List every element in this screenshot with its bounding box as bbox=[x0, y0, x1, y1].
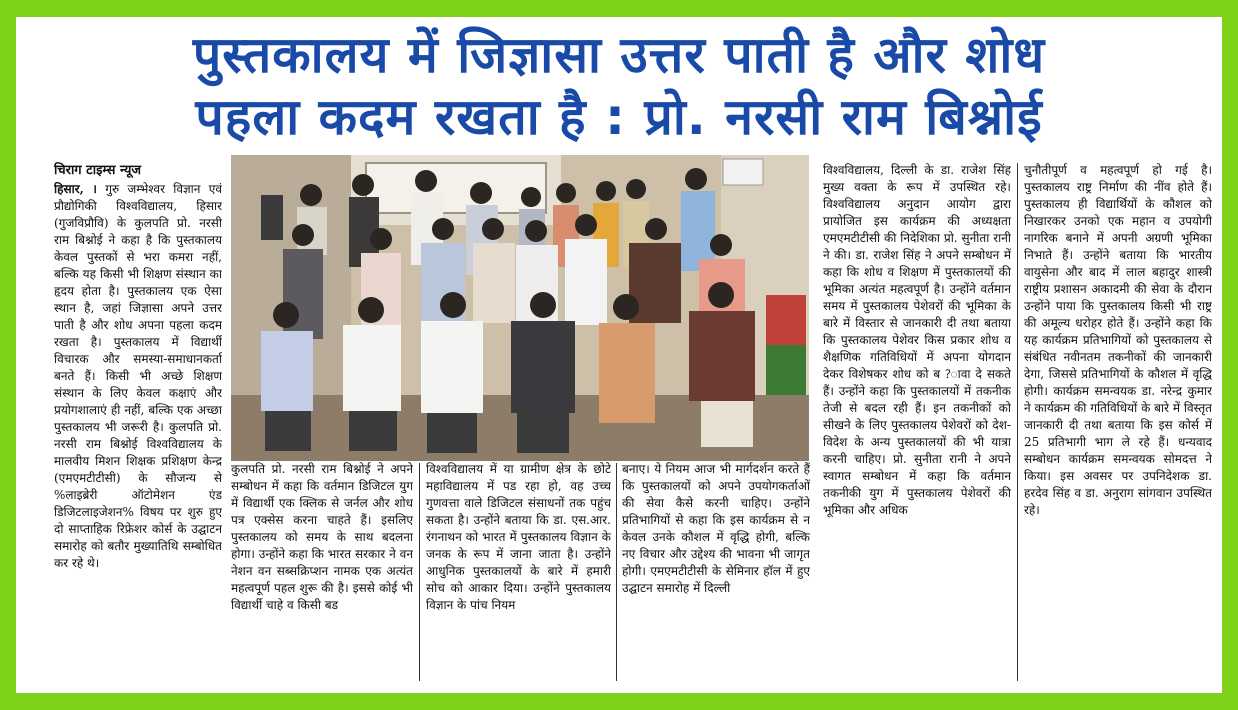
article-column-4 bbox=[622, 461, 810, 683]
newspaper-clipping bbox=[16, 17, 1222, 693]
article-column-5 bbox=[823, 162, 1011, 682]
column-2-text: कुलपति प्रो. नरसी राम बिश्नोई ने अपने सम्बोधन में कहा कि वर्तमान डिजिटल युग में विद्यार्थी एक क्लिक से जर्नल और शोध पत्र एक्सेस करना चाहते हैं। इसलिए पुस्तकालय को समय के साथ बदलना होगा। उन्होंने कहा कि भारत सरकार ने वन नेशन वन सब्सक्रिप्शन नामक एक अत्यंत महत्वपूर्ण पहल शुरू की है। इससे कोई भी विद्यार्थी चाहे व किसी बड bbox=[231, 462, 413, 612]
column-divider bbox=[1017, 163, 1018, 681]
article-column-1 bbox=[54, 162, 222, 682]
column-6-text: चुनौतीपूर्ण व महत्वपूर्ण हो गई है। पुस्तकालय राष्ट्र निर्माण की नींव होते हैं। पुस्तकालय ही विद्यार्थियों के कौशल को निखारकर उनको एक महान व उपयोगी नागरिक बनाने में अपनी अग्रणी भूमिका निभाते हैं। उन्होंने बताया कि भारतीय वायुसेना और बाद में लाल बहादुर शास्त्री राष्ट्रीय प्रशासन अकादमी की सेवा के दौरान उन्होंने पाया कि पुस्तकालय किसी भी राष्ट्र की अमूल्य धरोहर होते हैं। उन्होंने कहा कि यह कार्यक्रम प्रतिभागियों को पुस्तकालय से संबंधित नवीनतम तकनीकों की जानकारी देगा, जिससे प्रतिभागियों के कौशल में वृद्धि होगी। कार्यक्रम समन्वयक डा. नरेन्द्र कुमार ने कार्यक्रम की गतिविधियों के बारे में विस्तृत जानकारी दी तथा बताया कि इस कोर्स में 25 प्रतिभागी भाग ले रहे हैं। धन्यवाद सम्बोधन कार्यक्रम समन्वयक सोमदत्त ने किया। इस अवसर पर उपनिदेशक डा. हरदेव सिंह व डा. अनुराग सांगवान उपस्थित रहे। bbox=[1024, 163, 1212, 517]
column-1-text bbox=[54, 181, 222, 572]
column-1-body: गुरु जम्भेश्वर विज्ञान एवं प्रौद्योगिकी विश्वविद्यालय, हिसार (गुजविप्रौवि) के कुलपति प्रो. नरसी राम बिश्नोई ने कहा है कि पुस्तकालय केवल पुस्तकों से भरा कमरा नहीं, बल्कि यह किसी भी शिक्षण संस्थान का हृदय होता है। पुस्तकालय एक ऐसा स्थान है, जहां जिज्ञासा अपने उत्तर पाती है और शोध अपना पहला कदम रखता है। पुस्तकालय में विद्यार्थी विचारक और समस्या-समाधानकर्ता बनते हैं। किसी भी अच्छे शिक्षण संस्थान के लिए केवल कक्षाएं और प्रयोगशालाएं ही नहीं, बल्कि एक अच्छा पुस्तकालय भी जरूरी है। कुलपति प्रो. नरसी राम बिश्नोई विश्वविद्यालय के मालवीय मिशन शिक्षक प्रशिक्षण केन्द्र (एमएमटीटीसी) के सौजन्य से %लाइब्रेरी ऑटोमेशन एंड डिजिटलाइजेशन% विषय पर शुरु हुए दो साप्ताहिक रिफ्रेशर कोर्स के उद्घाटन समारोह को बतौर मुख्यातिथि सम्बोधित कर रहे थे। bbox=[54, 182, 222, 570]
byline: चिराग टाइम्स न्यूज bbox=[54, 163, 142, 178]
group-photo bbox=[231, 155, 809, 461]
column-5-text: विश्वविद्यालय, दिल्ली के डा. राजेश सिंह मुख्य वक्ता के रूप में उपस्थित रहे। विश्वविद्यालय अनुदान आयोग द्वारा प्रायोजित इस कार्यक्रम की अध्यक्षता एमएमटीटीसी की निदेशिका प्रो. सुनीता रानी ने की। डा. राजेश सिंह ने अपने सम्बोधन में कहा कि शोध व शिक्षण में पुस्तकालयों की भूमिका अत्यंत महत्वपूर्ण है। उन्होंने वर्तमान समय में पुस्तकालय पेशेवरों की भूमिका के बारे में विस्तार से जानकारी दी तथा बताया कि पुस्तकालय पेशेवर किस प्रकार शोध व शैक्षणिक गतिविधियों में अपना योगदान देकर विशेषकर शोध को ब ?ावा दे सकते हैं। उन्होंने कहा कि पुस्तकालयों में तकनीक तेजी से बदल रही हैं। इन तकनीकों को सीखने के लिए पुस्तकालय पेशेवरों को देश-विदेश के अन्य पुस्तकालयों की भी यात्रा करनी चाहिए। प्रो. सुनीता रानी ने अपने स्वागत सम्बोधन में कहा कि वर्तमान तकनीकी युग में पुस्तकालय पेशेवरों की भूमिका और अधिक bbox=[823, 163, 1011, 517]
headline-line-1: पुस्तकालय में जिज्ञासा उत्तर पाती है और शोध bbox=[192, 26, 1046, 84]
column-3-text: विश्वविद्यालय में या ग्रामीण क्षेत्र के छोटे महाविद्यालय में पड रहा हो, वह उच्च गुणवत्ता वाले डिजिटल संसाधनों तक पहुंच सकता है। उन्होंने बताया कि डा. एस.आर. रंगनाथन को भारत में पुस्तकालय विज्ञान के जनक के रूप में जाना जाता है। उन्होंने आधुनिक पुस्तकालयों के बारे में हमारी सोच को आकार दिया। उन्होंने पुस्तकालय विज्ञान के पांच नियम bbox=[426, 462, 611, 612]
article-column-6 bbox=[1024, 162, 1212, 682]
dateline: हिसार, । bbox=[54, 182, 97, 196]
headline-line-2: पहला कदम रखता है : प्रो. नरसी राम बिश्नोई bbox=[195, 88, 1043, 146]
column-4-text: बनाए। ये नियम आज भी मार्गदर्शन करते हैं कि पुस्तकालयों को अपने उपयोगकर्ताओं की सेवा कैसे करनी चाहिए। उन्होंने प्रतिभागियों से कहा कि इस कार्यक्रम से न केवल उनके कौशल में वृद्धि होगी, बल्कि नए विचार और उद्देश्य की भावना भी जागृत होगी। एमएमटीटीसी के सेमिनार हॉल में हुए उद्घाटन समारोह में दिल्ली bbox=[622, 462, 810, 595]
article-column-3 bbox=[426, 461, 611, 683]
group-photo-illustration bbox=[231, 155, 809, 461]
column-divider bbox=[419, 463, 420, 681]
article-column-2 bbox=[231, 461, 413, 683]
column-divider bbox=[616, 463, 617, 681]
